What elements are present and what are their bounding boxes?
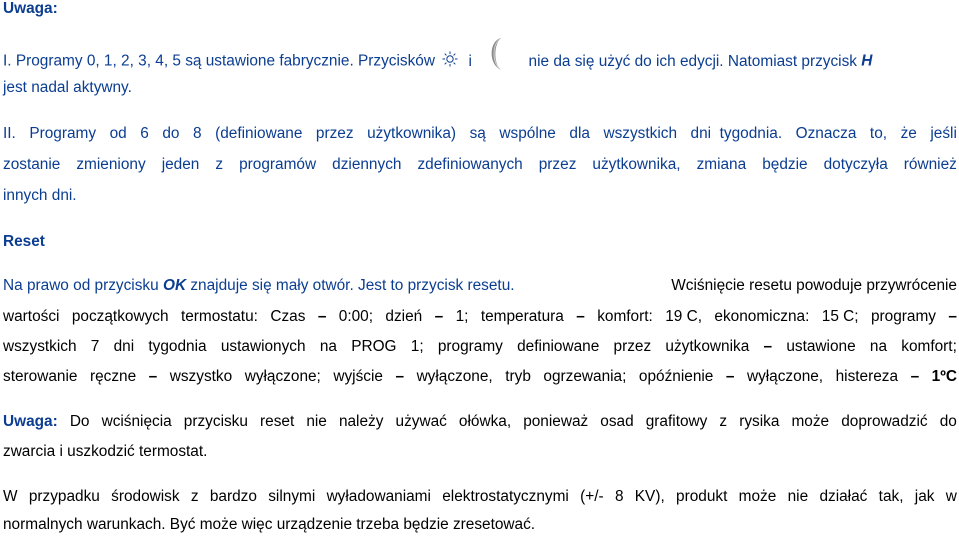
word: reset: [260, 413, 295, 430]
paragraph-2-line-2: [3, 156, 957, 174]
word: –: [148, 368, 158, 385]
word: 1ºC: [931, 368, 957, 385]
word: przez: [613, 338, 652, 355]
word: wyłączone,: [416, 368, 493, 385]
word: nie: [787, 488, 809, 505]
word: komfort:: [597, 308, 653, 325]
word: opóźnienie: [638, 368, 714, 385]
word: PROG: [351, 338, 397, 355]
word: –: [725, 368, 735, 385]
word: wyłączone;: [244, 368, 321, 385]
word: na: [319, 338, 337, 355]
p3-text-c: Wciśnięcie resetu powoduje przywrócenie: [671, 277, 957, 294]
word: wciśnięcia: [101, 413, 172, 430]
paragraph-1-line-2: jest nadal aktywny.: [3, 79, 132, 96]
word: to,: [869, 125, 888, 142]
word: ponieważ: [523, 413, 589, 430]
word: doprowadzić: [841, 413, 928, 430]
word: używać: [395, 413, 447, 430]
word: 15 C;: [821, 308, 859, 325]
p4-note-label: Uwaga:: [3, 413, 58, 430]
word: 1;: [410, 338, 424, 355]
word: ekonomiczna:: [714, 308, 810, 325]
word: wyładowaniami: [326, 488, 431, 505]
p1-text-b: i: [468, 52, 472, 70]
word: od: [109, 125, 127, 142]
paragraph-2-line-1: [3, 125, 957, 143]
paragraph-5-line-2: normalnych warunkach. Być może więc urządzenie trzeba będzie zresetować.: [3, 516, 536, 533]
word: są: [469, 125, 486, 142]
word: w: [945, 488, 957, 505]
word: komfort;: [901, 338, 957, 355]
word: tak,: [878, 488, 904, 505]
word: do: [162, 125, 180, 142]
p3-line1-blue: [3, 277, 515, 295]
word: z: [190, 488, 199, 505]
word: tryb: [505, 368, 531, 385]
word: zmiana: [696, 156, 747, 173]
moon-icon: [486, 37, 508, 76]
word: zdefiniowanych: [417, 156, 523, 173]
word: działać: [819, 488, 868, 505]
word: (definiowane: [215, 125, 303, 142]
word: ustawione: [786, 338, 856, 355]
word: elektrostatycznymi: [442, 488, 569, 505]
paragraph-3-line-1: [3, 277, 957, 295]
word: Programy: [29, 125, 97, 142]
word: 6: [140, 125, 149, 142]
word: jak: [914, 488, 935, 505]
word: ołówka,: [458, 413, 512, 430]
word: 0:00;: [338, 308, 374, 325]
word: wartości: [3, 308, 60, 325]
word: będzie: [762, 156, 808, 173]
word: 7: [90, 338, 100, 355]
p1-button-h: H: [861, 52, 873, 70]
word: dni tygodnia.: [690, 125, 783, 142]
word: dzień: [385, 308, 423, 325]
word: początkowych: [71, 308, 169, 325]
word: dotyczyła: [823, 156, 888, 173]
word: może: [791, 413, 830, 430]
word: wszystkich: [603, 125, 678, 142]
word: jeśli: [930, 125, 957, 142]
word: że: [900, 125, 917, 142]
heading-note: Uwaga:: [3, 0, 58, 17]
word: –: [395, 368, 405, 385]
paragraph-1-line-1: [3, 47, 957, 76]
word: sterowanie: [3, 368, 78, 385]
paragraph-2-line-3: innych dni.: [3, 187, 77, 204]
p1-text-c: nie da się użyć do ich edycji. Natomiast przycisk: [528, 52, 857, 70]
word: ogrzewania;: [543, 368, 627, 385]
word: nie: [306, 413, 327, 430]
word: środowisk: [111, 488, 180, 505]
sun-icon: [442, 51, 458, 72]
word: –: [434, 308, 444, 325]
word: Czas: [270, 308, 306, 325]
word: zostanie: [3, 156, 61, 173]
paragraph-3-line-4: [3, 368, 957, 386]
word: programów: [239, 156, 317, 173]
word: wyłączone,: [746, 368, 824, 385]
word: użytkownika: [665, 338, 750, 355]
word: ustawionych: [220, 338, 306, 355]
word: przez: [315, 125, 354, 142]
word: tygodnia: [148, 338, 207, 355]
word: na: [869, 338, 888, 355]
paragraph-4-line-1: [3, 413, 957, 431]
word: silnymi: [268, 488, 316, 505]
word: –: [576, 308, 585, 325]
word: wspólne: [499, 125, 556, 142]
word: W: [3, 488, 18, 505]
word: rysika: [739, 413, 780, 430]
word: wszystkich: [3, 338, 77, 355]
word: z: [215, 156, 224, 173]
p3-text-a: Na prawo od przycisku: [3, 277, 159, 294]
word: grafitowy: [645, 413, 708, 430]
paragraph-4-line-2: zwarcia i uszkodzić termostat.: [3, 443, 208, 460]
word: wyjście: [333, 368, 383, 385]
p1-text-a: I. Programy 0, 1, 2, 3, 4, 5 są ustawione fabrycznie. Przycisków: [3, 52, 435, 70]
word: jeden: [161, 156, 200, 173]
word: dla: [569, 125, 590, 142]
word: –: [317, 308, 327, 325]
word: dziennych: [332, 156, 402, 173]
word: użytkownika): [367, 125, 457, 142]
p3-text-b: znajduje się mały otwór. Jest to przycisk resetu.: [190, 277, 515, 294]
word: przycisku: [183, 413, 248, 430]
word: KV),: [634, 488, 665, 505]
word: termostatu:: [180, 308, 258, 325]
word: należy: [338, 413, 384, 430]
word: użytkownika,: [592, 156, 681, 173]
word: z: [719, 413, 728, 430]
word: programy: [870, 308, 936, 325]
word: zmieniony: [76, 156, 146, 173]
word: przypadku: [28, 488, 100, 505]
word: –: [948, 308, 957, 325]
word: histereza: [835, 368, 899, 385]
word: produkt: [676, 488, 728, 505]
reset-heading: Reset: [3, 233, 45, 250]
word: –: [763, 338, 773, 355]
word: osad: [600, 413, 634, 430]
word: dni: [113, 338, 135, 355]
word: 8: [193, 125, 202, 142]
word: 8: [614, 488, 624, 505]
word: wszystko: [169, 368, 233, 385]
word: II.: [3, 125, 16, 142]
word: temperatura: [480, 308, 564, 325]
paragraph-5-line-1: [3, 488, 957, 506]
word: ręczne: [89, 368, 137, 385]
word: bardzo: [209, 488, 257, 505]
paragraph-3-line-3: [3, 338, 957, 356]
word: może: [738, 488, 777, 505]
word: do: [939, 413, 957, 430]
word: (+/-: [580, 488, 604, 505]
word: Do: [69, 413, 90, 430]
word: 1;: [455, 308, 469, 325]
word: Oznacza: [795, 125, 857, 142]
word: programy: [437, 338, 503, 355]
word: również: [903, 156, 957, 173]
paragraph-3-line-2: [3, 308, 957, 326]
word: przez: [538, 156, 577, 173]
word: 19 C,: [665, 308, 702, 325]
word: –: [910, 368, 920, 385]
word: definiowane: [517, 338, 600, 355]
ok-button-label: OK: [162, 277, 187, 294]
